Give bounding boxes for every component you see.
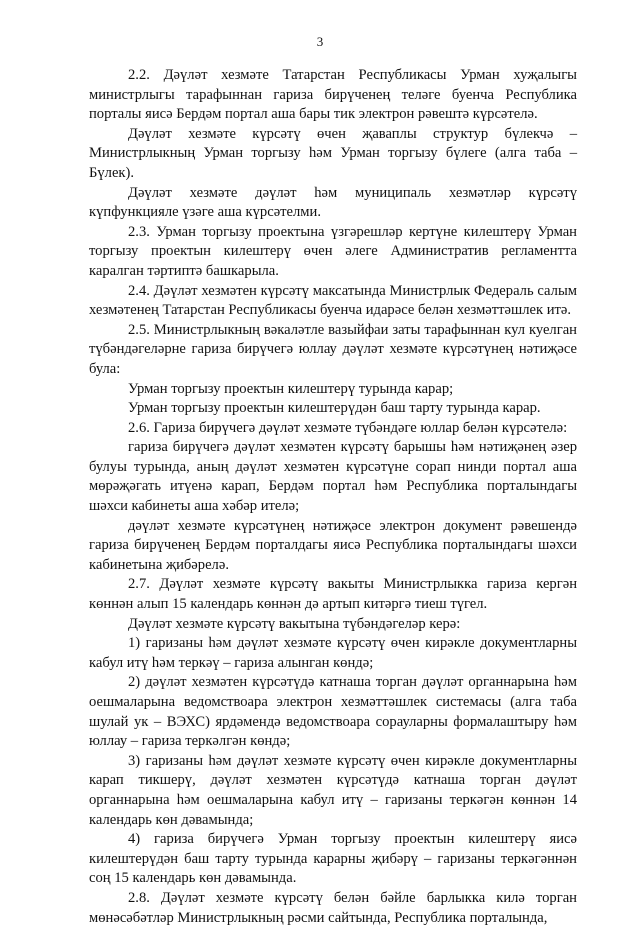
paragraph: дәүләт хезмәте күрсәтүнең нәтиҗәсе электрон документ рәвешендә гариза бирүченең Бердәм порталдагы яисә Республика порталындагы шәхси кабинетына җибәрелә.: [89, 517, 577, 573]
list-item: 4) гариза бирүчегә Урман торгызу проектын килештерү яисә килештерүдән баш тарту турында карарны җибәрү – гаризаны теркәгәннән соң 15 календарь көн дәвамында.: [89, 831, 577, 887]
page-number: 3: [316, 34, 324, 49]
paragraph: Урман торгызу проектын килештерү турында карар;: [128, 380, 454, 397]
paragraph: 2.6. Гариза бирүчегә дәүләт хезмәте түбәндәге юллар белән күрсәтелә:: [128, 419, 568, 436]
paragraph: 2.4. Дәүләт хезмәтен күрсәтү максатында Министрлык Федераль салым хезмәтенең Татарстан Республикасы буенча идарәсе белән хезмәттәшлек итә.: [89, 282, 577, 319]
list-item: 1) гаризаны һәм дәүләт хезмәте күрсәтү өчен кирәкле документларны кабул итү һәм теркәү – гариза алынган көндә;: [89, 635, 577, 671]
paragraph: Дәүләт хезмәте күрсәтү өчен җаваплы структур бүлекчә – Министрлыкның Урман торгызу һәм Урман торгызу бүлеге (алга таба – Бүлек).: [89, 125, 577, 181]
list-item: 2) дәүләт хезмәтен күрсәтүдә катнаша торган дәүләт органнарына һәм оешмаларына ведомствоара электрон хезмәттәшлек системасы (алга таба шулай ук – ВЭХС) ярдәмендә ведомствоара сорауларны формалаштыру һәм юллау – гариза теркәлгән көндә;: [89, 674, 577, 750]
paragraph: 2.3. Урман торгызу проектына үзгәрешләр кертүне килештерү Урман торгызу проектын килештерү өчен әлеге Административ регламентта каралган тәртиптә башкарыла.: [89, 223, 577, 279]
paragraph: Дәүләт хезмәте күрсәтү вакытына түбәндәгеләр керә:: [128, 615, 461, 632]
paragraph: 2.8. Дәүләт хезмәте күрсәтү белән бәйле барлыкка килә торган мөнәсәбәтләр Министрлыкның рәсми сайтында, Республика порталында,: [89, 889, 577, 926]
paragraph: гариза бирүчегә дәүләт хезмәтен күрсәтү барышы һәм нәтиҗәнең әзер булуы турында, аның дәүләт хезмәтен күрсәтүне сорап нинди портал аша мөрәҗәгать итүенә карап, Бердәм портал һәм Республика порталындагы шәхси кабинеты аша хәбәр ителә;: [89, 439, 577, 515]
paragraph: Урман торгызу проектын килештерүдән баш тарту турында карар.: [128, 400, 541, 417]
paragraph: 2.5. Министрлыкның вәкаләтле вазыйфаи заты тарафыннан кул куелган түбәндәгеләрне гариза бирүчегә юллау дәүләт хезмәте күрсәтүнең нәтиҗәсе була:: [89, 321, 577, 377]
paragraph: Дәүләт хезмәте дәүләт һәм муниципаль хезмәтләр күрсәтү күпфункцияле үзәге аша күрсәтелми.: [89, 184, 577, 221]
paragraph: 2.2. Дәүләт хезмәте Татарстан Республикасы Урман хуҗалыгы министрлыгы тарафыннан гариза бирүченең теләге буенча Республика порталы яисә Бердәм портал аша бары тик электрон рәвештә күрсәтелә.: [89, 67, 577, 123]
list-item: 3) гаризаны һәм дәүләт хезмәте күрсәтү өчен кирәкле документларны карап тикшерү, дәүләт хезмәтен күрсәтүдә катнаша торган дәүләт органнарына һәм оешмаларына кабул итү – гаризаны теркәгән көннән 14 календарь көн дәвамында;: [89, 752, 577, 828]
document-body: [89, 66, 577, 928]
paragraph: 2.7. Дәүләт хезмәте күрсәтү вакыты Министрлыкка гариза кергән көннән алып 15 календарь көннән дә артып китәргә тиеш түгел.: [89, 576, 577, 613]
